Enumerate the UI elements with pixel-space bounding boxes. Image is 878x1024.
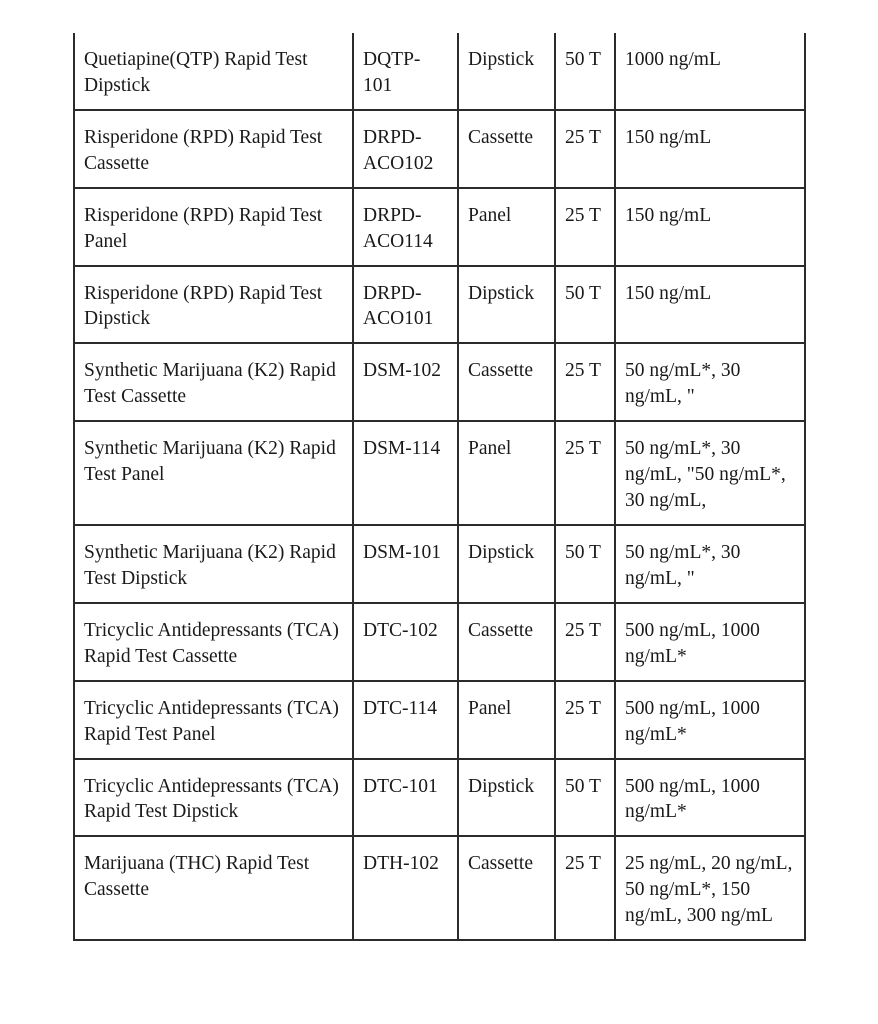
table-row xyxy=(74,33,805,110)
table-cell-tests-per-kit xyxy=(555,759,615,837)
table-cell-test-format xyxy=(458,33,555,110)
product-name-text: Synthetic Marijuana (K2) Rapid Test Dipstick xyxy=(84,541,336,589)
tests-per-kit-text: 25 T xyxy=(565,619,601,641)
product-name-text: Marijuana (THC) Rapid Test Cassette xyxy=(84,853,310,901)
catalog-number-text: DQTP-101 xyxy=(363,49,421,96)
table-row xyxy=(74,603,805,681)
product-name-text: Risperidone (RPD) Rapid Test Panel xyxy=(84,204,323,252)
table-cell-catalog-number xyxy=(353,421,458,525)
cutoff-concentration-text: 500 ng/mL, 1000 ng/mL* xyxy=(625,697,760,745)
catalog-number-text: DTC-102 xyxy=(363,619,438,641)
table-cell-catalog-number xyxy=(353,759,458,837)
test-format-text: Panel xyxy=(468,204,512,226)
table-cell-product-name xyxy=(74,188,353,266)
table-cell-product-name xyxy=(74,681,353,759)
table-row xyxy=(74,343,805,421)
cutoff-concentration-text: 500 ng/mL, 1000 ng/mL* xyxy=(625,619,760,667)
table-cell-cutoff-concentration xyxy=(615,603,805,681)
table-cell-product-name xyxy=(74,421,353,525)
test-format-text: Dipstick xyxy=(468,775,535,797)
catalog-number-text: DSM-114 xyxy=(363,438,441,460)
table-cell-tests-per-kit xyxy=(555,343,615,421)
catalog-number-text: DRPD-ACO102 xyxy=(363,126,434,174)
table-cell-tests-per-kit xyxy=(555,33,615,110)
tests-per-kit-text: 25 T xyxy=(565,697,601,719)
table-cell-cutoff-concentration xyxy=(615,525,805,603)
table-cell-catalog-number xyxy=(353,188,458,266)
test-format-text: Cassette xyxy=(468,126,533,148)
table-row xyxy=(74,759,805,837)
table-row xyxy=(74,525,805,603)
catalog-number-text: DSM-102 xyxy=(363,360,442,382)
tests-per-kit-text: 50 T xyxy=(565,282,601,304)
table-cell-product-name xyxy=(74,33,353,110)
catalog-number-text: DTC-114 xyxy=(363,697,438,719)
test-format-text: Cassette xyxy=(468,853,533,875)
table-row xyxy=(74,836,805,940)
table-cell-catalog-number xyxy=(353,343,458,421)
tests-per-kit-text: 25 T xyxy=(565,438,601,460)
tests-per-kit-text: 50 T xyxy=(565,49,601,70)
table-cell-tests-per-kit xyxy=(555,603,615,681)
test-format-text: Dipstick xyxy=(468,49,535,70)
cutoff-concentration-text: 500 ng/mL, 1000 ng/mL* xyxy=(625,775,760,823)
table-cell-test-format xyxy=(458,188,555,266)
test-format-text: Dipstick xyxy=(468,282,535,304)
table-cell-test-format xyxy=(458,603,555,681)
table-cell-cutoff-concentration xyxy=(615,421,805,525)
test-format-text: Panel xyxy=(468,438,512,460)
test-format-text: Cassette xyxy=(468,360,533,382)
table-cell-catalog-number xyxy=(353,33,458,110)
cutoff-concentration-text: 150 ng/mL xyxy=(625,204,712,226)
product-name-text: Synthetic Marijuana (K2) Rapid Test Cassette xyxy=(84,360,336,408)
table-cell-test-format xyxy=(458,836,555,940)
table-body xyxy=(74,33,805,940)
table-row xyxy=(74,188,805,266)
table-cell-catalog-number xyxy=(353,603,458,681)
product-name-text: Risperidone (RPD) Rapid Test Dipstick xyxy=(84,282,323,330)
table-cell-catalog-number xyxy=(353,525,458,603)
table-cell-product-name xyxy=(74,525,353,603)
product-name-text: Tricyclic Antidepressants (TCA) Rapid Test Dipstick xyxy=(84,775,339,823)
table-cell-product-name xyxy=(74,603,353,681)
tests-per-kit-text: 25 T xyxy=(565,360,601,382)
test-format-text: Panel xyxy=(468,697,512,719)
table-cell-tests-per-kit xyxy=(555,110,615,188)
tests-per-kit-text: 25 T xyxy=(565,126,601,148)
cutoff-concentration-text: 1000 ng/mL xyxy=(625,49,721,70)
cutoff-concentration-text: 150 ng/mL xyxy=(625,282,712,304)
table-row xyxy=(74,421,805,525)
cutoff-concentration-text: 50 ng/mL*, 30 ng/mL, "50 ng/mL*, 30 ng/mL, xyxy=(625,438,786,512)
tests-per-kit-text: 50 T xyxy=(565,541,601,563)
table-cell-catalog-number xyxy=(353,266,458,344)
table-cell-product-name xyxy=(74,110,353,188)
table-cell-cutoff-concentration xyxy=(615,266,805,344)
table-cell-tests-per-kit xyxy=(555,421,615,525)
tests-per-kit-text: 25 T xyxy=(565,204,601,226)
product-name-text: Tricyclic Antidepressants (TCA) Rapid Test Panel xyxy=(84,697,339,745)
table-cell-test-format xyxy=(458,343,555,421)
table-cell-cutoff-concentration xyxy=(615,343,805,421)
table-cell-tests-per-kit xyxy=(555,188,615,266)
table-cell-test-format xyxy=(458,759,555,837)
table-cell-cutoff-concentration xyxy=(615,33,805,110)
table-cell-cutoff-concentration xyxy=(615,759,805,837)
table-cell-tests-per-kit xyxy=(555,266,615,344)
product-name-text: Risperidone (RPD) Rapid Test Cassette xyxy=(84,126,323,174)
catalog-number-text: DRPD-ACO114 xyxy=(363,204,433,252)
table-cell-cutoff-concentration xyxy=(615,836,805,940)
table-cell-test-format xyxy=(458,110,555,188)
table-row xyxy=(74,266,805,344)
table-cell-cutoff-concentration xyxy=(615,188,805,266)
table-row xyxy=(74,110,805,188)
table-cell-product-name xyxy=(74,836,353,940)
tests-per-kit-text: 25 T xyxy=(565,853,601,875)
table-cell-test-format xyxy=(458,525,555,603)
table-row xyxy=(74,681,805,759)
table-cell-product-name xyxy=(74,759,353,837)
table-cell-cutoff-concentration xyxy=(615,110,805,188)
table-cell-catalog-number xyxy=(353,681,458,759)
table-cell-tests-per-kit xyxy=(555,525,615,603)
table-cell-catalog-number xyxy=(353,836,458,940)
table-cell-test-format xyxy=(458,266,555,344)
table-cell-tests-per-kit xyxy=(555,681,615,759)
table-cell-cutoff-concentration xyxy=(615,681,805,759)
table-cell-test-format xyxy=(458,681,555,759)
cutoff-concentration-text: 50 ng/mL*, 30 ng/mL, " xyxy=(625,541,741,589)
test-format-text: Cassette xyxy=(468,619,533,641)
catalog-number-text: DTC-101 xyxy=(363,775,438,797)
product-name-text: Quetiapine(QTP) Rapid Test Dipstick xyxy=(84,49,308,96)
tests-per-kit-text: 50 T xyxy=(565,775,601,797)
table-cell-catalog-number xyxy=(353,110,458,188)
product-name-text: Synthetic Marijuana (K2) Rapid Test Panel xyxy=(84,438,336,486)
table-cell-product-name xyxy=(74,266,353,344)
test-format-text: Dipstick xyxy=(468,541,535,563)
table-cell-tests-per-kit xyxy=(555,836,615,940)
product-specification-table xyxy=(73,33,806,941)
table-cell-product-name xyxy=(74,343,353,421)
catalog-number-text: DSM-101 xyxy=(363,541,442,563)
table-cell-test-format xyxy=(458,421,555,525)
cutoff-concentration-text: 50 ng/mL*, 30 ng/mL, " xyxy=(625,360,741,408)
catalog-number-text: DRPD-ACO101 xyxy=(363,282,434,330)
catalog-number-text: DTH-102 xyxy=(363,853,439,875)
cutoff-concentration-text: 25 ng/mL, 20 ng/mL, 50 ng/mL*, 150 ng/mL, 300 ng/mL xyxy=(625,853,793,927)
product-name-text: Tricyclic Antidepressants (TCA) Rapid Test Cassette xyxy=(84,619,339,667)
cutoff-concentration-text: 150 ng/mL xyxy=(625,126,712,148)
